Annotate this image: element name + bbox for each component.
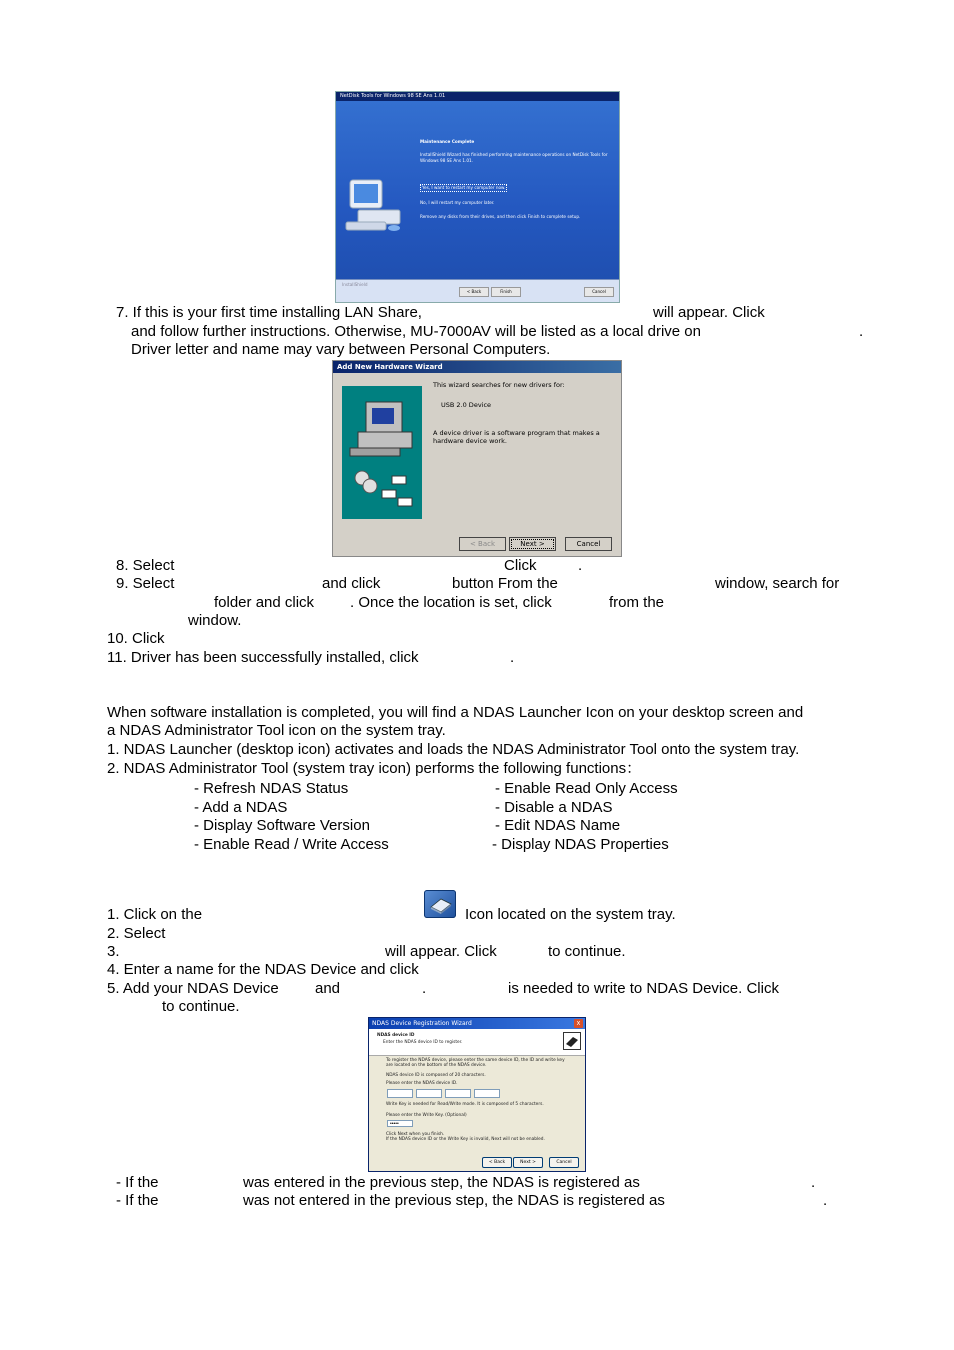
tail-b-2: was not entered in the previous step, the NDAS is registered as bbox=[243, 1192, 665, 1209]
step-8-c: . bbox=[578, 557, 583, 574]
wizard-title-bar: Add New Hardware Wizard bbox=[333, 361, 621, 373]
tail-b-3: . bbox=[823, 1192, 828, 1209]
intro-p1: When software installation is completed, you will find a NDAS Launcher Icon on your desktop screen and bbox=[107, 704, 804, 721]
reg-step-5-a: 5. Add your NDAS Device bbox=[107, 980, 279, 997]
registration-subheading: Enter the NDAS device ID to register. bbox=[383, 1040, 463, 1045]
cancel-button[interactable]: Cancel bbox=[549, 1157, 579, 1168]
intro-p4: 2. NDAS Administrator Tool (system tray icon) performs the following functions： bbox=[107, 760, 642, 777]
step-7-line-3: Driver letter and name may vary between Personal Computers. bbox=[131, 341, 551, 358]
device-id-field-2[interactable] bbox=[416, 1089, 442, 1098]
maintenance-desc-1: InstallShield Wizard has finished performing maintenance operations on NetDisk Tools for bbox=[420, 152, 608, 157]
installer-title-bar: NetDisk Tools for Windows 98 SE Ans 1.01 bbox=[336, 92, 619, 101]
step-9-d: window, search for bbox=[715, 575, 840, 592]
device-id-field-1[interactable] bbox=[387, 1089, 413, 1098]
back-button[interactable]: < Back bbox=[459, 287, 489, 297]
write-key-field[interactable]: ••••• bbox=[387, 1120, 413, 1127]
step-11-b: . bbox=[510, 649, 515, 666]
step-9-f: . Once the location is set, click bbox=[350, 594, 552, 611]
wizard-text-4: hardware device work. bbox=[433, 437, 507, 445]
wizard-device-name: USB 2.0 Device bbox=[441, 401, 492, 409]
maintenance-desc-2: Windows 98 SE Ans 1.01. bbox=[420, 158, 474, 163]
step-9-c: button From the bbox=[452, 575, 558, 592]
device-id-field-3[interactable] bbox=[445, 1089, 471, 1098]
function-right-2: - Disable a NDAS bbox=[495, 799, 613, 816]
tail-a-3: . bbox=[811, 1174, 816, 1191]
registration-text-2: are located on the bottom of the NDAS device. bbox=[386, 1063, 487, 1068]
function-right-4: - Display NDAS Properties bbox=[492, 836, 669, 853]
computer-icon bbox=[344, 176, 406, 234]
cancel-button[interactable]: Cancel bbox=[565, 537, 612, 551]
finish-button[interactable]: Finish bbox=[491, 287, 521, 297]
installshield-brand: InstallShield bbox=[342, 282, 368, 287]
step-7-line-2b: . bbox=[859, 323, 864, 340]
step-7-line-1b: will appear. Click bbox=[653, 304, 765, 321]
registration-header bbox=[369, 1029, 585, 1056]
registration-text-7: Click Next when you finish. bbox=[386, 1132, 445, 1137]
maintenance-note: Remove any disks from their drives, and then click Finish to complete setup. bbox=[420, 214, 581, 219]
function-right-3: - Edit NDAS Name bbox=[495, 817, 621, 834]
registration-text-1: To register the NDAS device, please enter the same device ID, the ID and write key bbox=[386, 1058, 565, 1063]
registration-text-6: Please enter the Write Key. (Optional) bbox=[386, 1113, 467, 1118]
wizard-text-3: A device driver is a software program that makes a bbox=[433, 429, 600, 437]
ndas-device-icon bbox=[563, 1032, 581, 1050]
next-button[interactable]: Next > bbox=[513, 1157, 543, 1168]
reg-step-4: 4. Enter a name for the NDAS Device and click bbox=[107, 961, 419, 978]
installer-body bbox=[336, 101, 619, 281]
registration-text-5: Write Key is needed for Read/Write mode. It is composed of 5 characters. bbox=[386, 1102, 544, 1107]
close-icon[interactable]: x bbox=[574, 1019, 583, 1028]
back-button[interactable]: < Back bbox=[459, 537, 506, 551]
step-11-a: 11. Driver has been successfully installed, click bbox=[107, 649, 419, 666]
registration-text-8: If the NDAS device ID or the Write Key is invalid, Next will not be enabled. bbox=[386, 1137, 545, 1142]
reg-step-1-a: 1. Click on the bbox=[107, 906, 203, 923]
reg-step-3-c: to continue. bbox=[548, 943, 626, 960]
step-9-h: window. bbox=[188, 612, 242, 629]
reg-step-3-a: 3. bbox=[107, 943, 120, 960]
step-7-line-2a: and follow further instructions. Otherwise, MU-7000AV will be listed as a local drive on bbox=[131, 323, 701, 340]
reg-step-5-e: to continue. bbox=[162, 998, 240, 1015]
reg-step-5-b: and bbox=[315, 980, 341, 997]
ndas-registration-wizard-screenshot bbox=[368, 1017, 586, 1172]
cancel-button[interactable]: Cancel bbox=[584, 287, 614, 297]
maintenance-heading: Maintenance Complete bbox=[420, 139, 475, 144]
hardware-icon bbox=[342, 386, 422, 519]
function-right-1: - Enable Read Only Access bbox=[495, 780, 678, 797]
function-left-1: - Refresh NDAS Status bbox=[194, 780, 349, 797]
wizard-illustration bbox=[342, 386, 422, 519]
device-id-field-4[interactable] bbox=[474, 1089, 500, 1098]
step-10: 10. Click bbox=[107, 630, 165, 647]
restart-later-radio[interactable]: No, I will restart my computer later. bbox=[420, 200, 495, 205]
function-left-3: - Display Software Version bbox=[194, 817, 370, 834]
registration-title-bar: NDAS Device Registration Wizard bbox=[369, 1018, 585, 1029]
tail-a-1: - If the bbox=[116, 1174, 159, 1191]
reg-step-1-b: Icon located on the system tray. bbox=[465, 906, 676, 923]
intro-p3: 1. NDAS Launcher (desktop icon) activates and loads the NDAS Administrator Tool onto the system tray. bbox=[107, 741, 800, 758]
registration-text-4: Please enter the NDAS device ID. bbox=[386, 1081, 458, 1086]
ndas-tray-icon bbox=[424, 890, 456, 918]
function-left-2: - Add a NDAS bbox=[194, 799, 288, 816]
maintenance-complete-screenshot bbox=[335, 91, 620, 303]
wizard-text-1: This wizard searches for new drivers for: bbox=[433, 381, 565, 389]
step-9-g: from the bbox=[609, 594, 665, 611]
intro-p2: a NDAS Administrator Tool icon on the system tray. bbox=[107, 722, 446, 739]
installer-footer bbox=[336, 279, 619, 302]
function-left-4: - Enable Read / Write Access bbox=[194, 836, 389, 853]
step-9-a: 9. Select bbox=[116, 575, 175, 592]
reg-step-2: 2. Select bbox=[107, 925, 166, 942]
step-8-b: Click bbox=[504, 557, 537, 574]
step-9-e: folder and click bbox=[214, 594, 315, 611]
reg-step-5-c: . bbox=[422, 980, 427, 997]
next-button[interactable]: Next > bbox=[509, 537, 556, 551]
step-7-line-1a: 7. If this is your first time installing LAN Share, bbox=[116, 304, 422, 321]
step-8-a: 8. Select bbox=[116, 557, 175, 574]
registration-heading: NDAS device ID bbox=[377, 1033, 415, 1038]
back-button[interactable]: < Back bbox=[482, 1157, 512, 1168]
tail-a-2: was entered in the previous step, the NDAS is registered as bbox=[243, 1174, 640, 1191]
reg-step-5-d: is needed to write to NDAS Device. Click bbox=[508, 980, 779, 997]
registration-text-3: NDAS device ID is composed of 20 characters. bbox=[386, 1073, 486, 1078]
add-hardware-wizard-screenshot bbox=[332, 360, 622, 557]
step-9-b: and click bbox=[322, 575, 381, 592]
reg-step-3-b: will appear. Click bbox=[385, 943, 497, 960]
tail-b-1: - If the bbox=[116, 1192, 159, 1209]
restart-now-radio[interactable]: Yes, I want to restart my computer now. bbox=[422, 185, 506, 190]
